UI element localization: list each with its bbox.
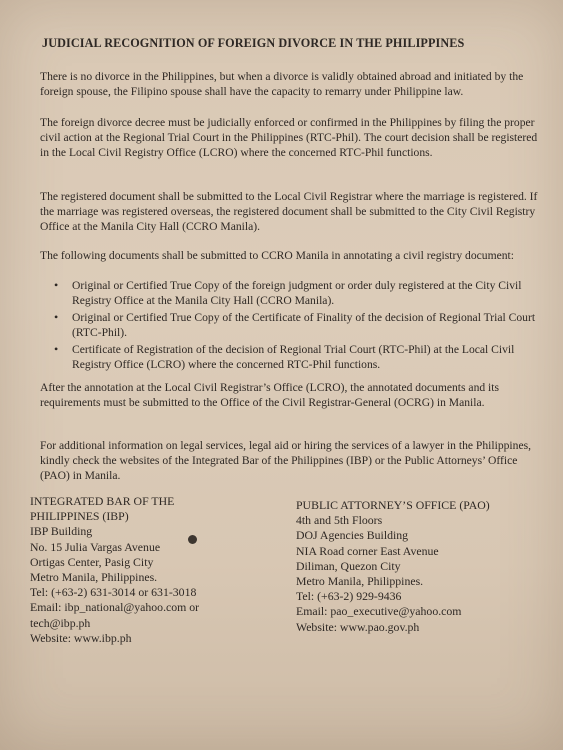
pao-region: Metro Manila, Philippines.: [296, 574, 424, 589]
ibp-email-alt: tech@ibp.ph: [30, 615, 91, 630]
pao-contact-block: [296, 498, 546, 635]
ibp-city: Ortigas Center, Pasig City: [30, 554, 154, 569]
paragraph-documents-intro: The following documents shall be submitted to CCRO Manila in annotating a civil registry document:: [40, 249, 514, 262]
pao-building: DOJ Agencies Building: [296, 528, 409, 543]
paragraph-no-divorce: There is no divorce in the Philippines, but when a divorce is validly obtained abroad and initiated by the foreign spouse, the Filipino spouse shall have the capacity to remarry under Philippine law.: [40, 70, 524, 98]
paragraph-annotation: After the annotation at the Local Civil Registrar’s Office (LCRO), the annotated documents and its requirements must be submitted to the Office of the Civil Registrar-General (OCRG) in Manila.: [40, 381, 500, 409]
pao-street: NIA Road corner East Avenue: [296, 543, 439, 558]
ibp-name-line-1: INTEGRATED BAR OF THE: [30, 494, 175, 508]
pao-city: Diliman, Quezon City: [296, 558, 401, 573]
pao-website: Website: www.pao.gov.ph: [296, 619, 420, 634]
ink-dot: [188, 535, 197, 544]
paragraph-judicial-enforcement: The foreign divorce decree must be judicially enforced or confirmed in the Philippines by filing the proper civil action at the Regional Trial Court in the Philippines (RTC-Phil). The court decision shall be registered in the Local Civil Registry Office (LCRO) where the concerned RTC-Phil functions.: [40, 116, 538, 159]
ibp-street: No. 15 Julia Vargas Avenue: [30, 539, 161, 554]
list-item: • Original or Certified True Copy of the Certificate of Finality of the decision of Regional Trial Court (RTC-Phil).: [40, 310, 538, 340]
ibp-website: Website: www.ibp.ph: [30, 630, 132, 645]
ibp-name-line-2: PHILIPPINES (IBP): [30, 509, 129, 524]
ibp-email: Email: ibp_national@yahoo.com or: [30, 600, 200, 615]
ibp-building: IBP Building: [30, 524, 93, 539]
ibp-region: Metro Manila, Philippines.: [30, 570, 158, 585]
ibp-contact-block: [30, 494, 270, 646]
list-item: • Original or Certified True Copy of the foreign judgment or order duly registered at the City Civil Registry Office at the Manila City Hall (CCRO Manila).: [40, 278, 538, 308]
pao-email: Email: pao_executive@yahoo.com: [296, 604, 462, 619]
paragraph-registration: The registered document shall be submitted to the Local Civil Registrar where the marriage is registered. If the marriage was registered overseas, the registered document shall be submitted to the City Civil Registry Office at the Manila City Hall (CCRO Manila).: [40, 190, 538, 233]
list-item: • Certificate of Registration of the decision of Regional Trial Court (RTC-Phil) at the Local Civil Registry Office (LCRO) where the concerned RTC-Phil functions.: [40, 342, 538, 372]
document-title: JUDICIAL RECOGNITION OF FOREIGN DIVORCE IN THE PHILIPPINES: [42, 36, 465, 50]
pao-name: PUBLIC ATTORNEY’S OFFICE (PAO): [296, 498, 490, 512]
paragraph-additional-info: For additional information on legal services, legal aid or hiring the services of a lawyer in the Philippines, kindly check the websites of the Integrated Bar of the Philippines (IBP) or the Public Attorneys’ Office (PAO) in Manila.: [40, 439, 531, 482]
pao-floors: 4th and 5th Floors: [296, 513, 383, 528]
ibp-telephone: Tel: (+63-2) 631-3014 or 631-3018: [30, 585, 197, 600]
pao-telephone: Tel: (+63-2) 929-9436: [296, 589, 402, 604]
required-documents-list: [40, 278, 538, 374]
